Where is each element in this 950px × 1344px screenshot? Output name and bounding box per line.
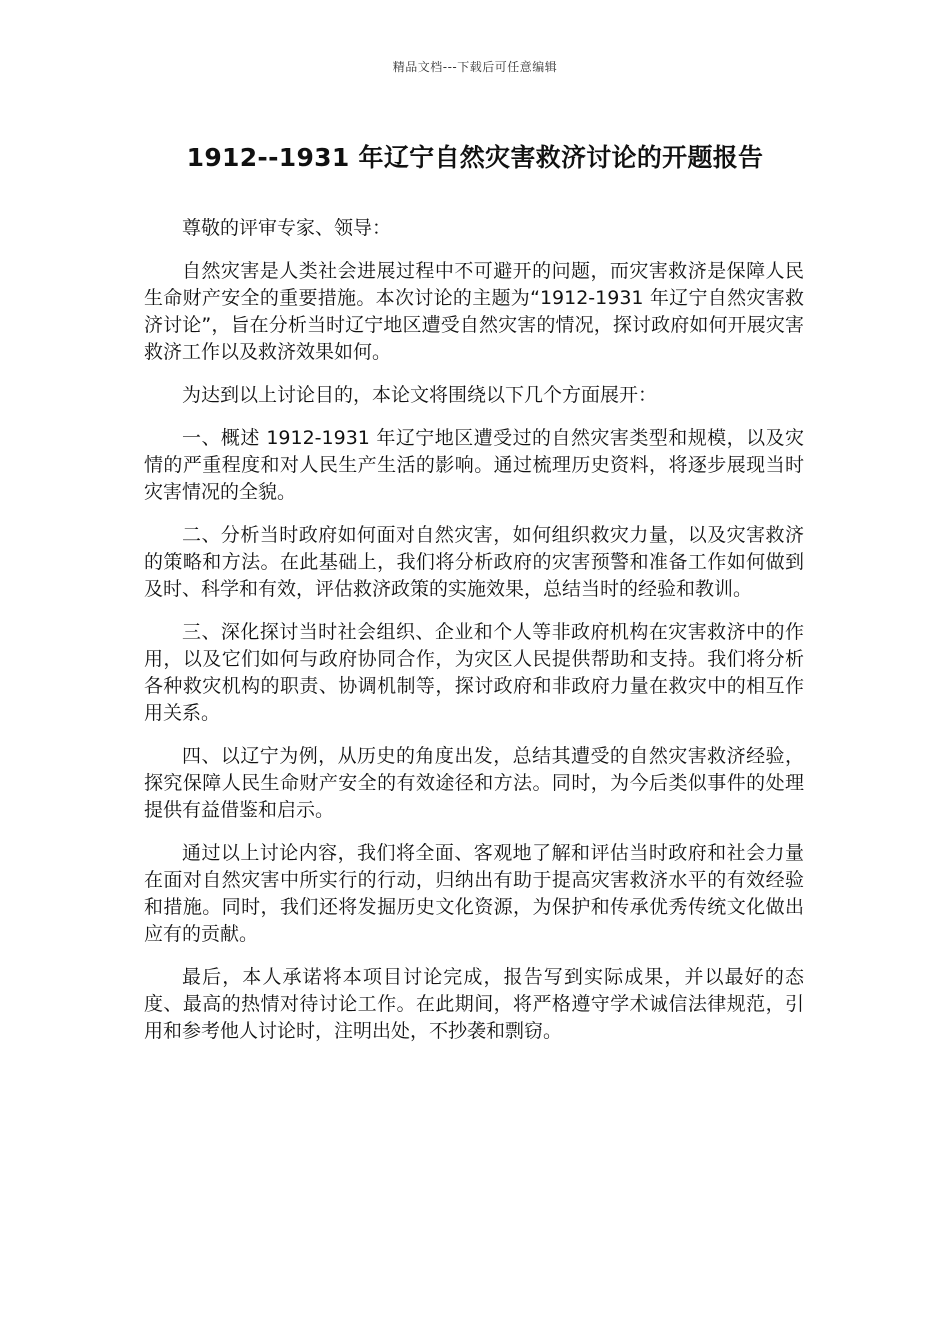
salutation: 尊敬的评审专家、领导： — [182, 217, 392, 239]
paragraph-summary: 通过以上讨论内容，我们将全面、客观地了解和评估当时政府和社会力量在面对自然灾害中所实行的行动，归纳出有助于提高灾害救济水平的有效经验和措施。同时，我们还将发掘历史文化资源，为保护和传承优秀传统文化做出应有的贡献。 — [144, 842, 804, 945]
paragraph-outline: 为达到以上讨论目的，本论文将围绕以下几个方面展开： — [182, 384, 658, 406]
paragraph-point-4: 四、以辽宁为例，从历史的角度出发，总结其遭受的自然灾害救济经验，探究保障人民生命财产安全的有效途径和方法。同时，为今后类似事件的处理提供有益借鉴和启示。 — [144, 745, 804, 821]
header-note: 精品文档---下载后可任意编辑 — [392, 60, 558, 74]
paragraph-intro: 自然灾害是人类社会进展过程中不可避开的问题，而灾害救济是保障人民生命财产安全的重要措施。本次讨论的主题为“1912-1931 年辽宁自然灾害救济讨论”，旨在分析当时辽宁地区遭受自然灾害的情况，探讨政府如何开展灾害救济工作以及救济效果如何。 — [144, 260, 804, 363]
paragraph-point-2: 二、分析当时政府如何面对自然灾害，如何组织救灾力量，以及灾害救济的策略和方法。在此基础上，我们将分析政府的灾害预警和准备工作如何做到及时、科学和有效，评估救济政策的实施效果，总结当时的经验和教训。 — [144, 524, 804, 600]
document-title: 1912--1931 年辽宁自然灾害救济讨论的开题报告 — [186, 143, 764, 172]
paragraph-commitment: 最后，本人承诺将本项目讨论完成，报告写到实际成果，并以最好的态度、最高的热情对待讨论工作。在此期间，将严格遵守学术诚信法律规范，引用和参考他人讨论时，注明出处，不抄袭和剽窃。 — [144, 966, 804, 1042]
paragraph-point-3: 三、深化探讨当时社会组织、企业和个人等非政府机构在灾害救济中的作用，以及它们如何与政府协同合作，为灾区人民提供帮助和支持。我们将分析各种救灾机构的职责、协调机制等，探讨政府和非政府力量在救灾中的相互作用关系。 — [144, 621, 804, 724]
paragraph-point-1: 一、概述 1912-1931 年辽宁地区遭受过的自然灾害类型和规模，以及灾情的严重程度和对人民生产生活的影响。通过梳理历史资料，将逐步展现当时灾害情况的全貌。 — [144, 427, 804, 503]
document-body — [144, 215, 804, 1061]
